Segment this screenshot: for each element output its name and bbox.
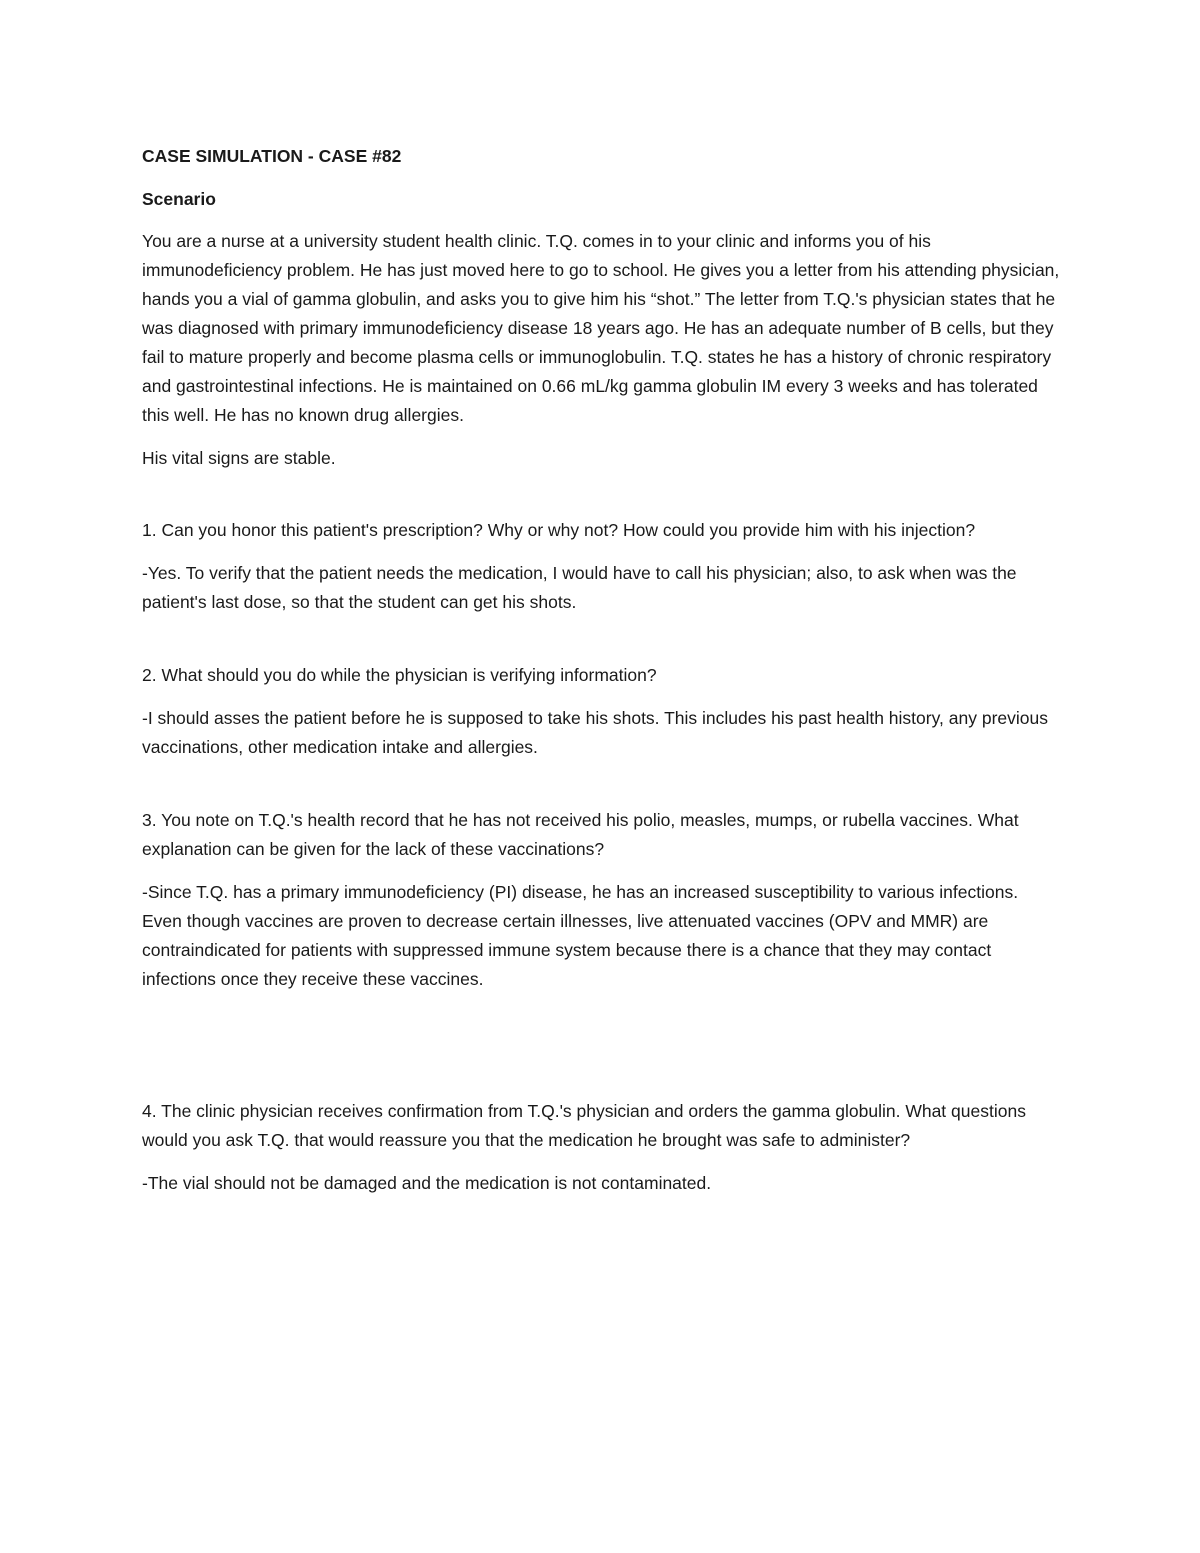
question-2: 2. What should you do while the physician is verifying information? <box>142 665 657 685</box>
vital-signs-text: His vital signs are stable. <box>142 448 336 468</box>
question-4: 4. The clinic physician receives confirmation from T.Q.'s physician and orders the gamma globulin. What questions would you ask T.Q. that would reassure you that the medication he brought was safe to administer? <box>142 1101 1026 1150</box>
document-title: CASE SIMULATION - CASE #82 <box>142 146 402 166</box>
spacer <box>142 473 1062 516</box>
scenario-heading: Scenario <box>142 189 216 209</box>
answer-3: -Since T.Q. has a primary immunodeficiency (PI) disease, he has an increased susceptibility to various infections. Even though vaccines are proven to decrease certain illnesses, live attenuated vaccines (OPV and MMR) are contraindicated for patients with suppressed immune system because there is a chance that they may contact infections once they receive these vaccines. <box>142 882 1019 989</box>
question-3: 3. You note on T.Q.'s health record that he has not received his polio, measles, mumps, or rubella vaccines. What explanation can be given for the lack of these vaccinations? <box>142 810 1019 859</box>
answer-1: -Yes. To verify that the patient needs the medication, I would have to call his physician; also, to ask when was the patient's last dose, so that the student can get his shots. <box>142 563 1017 612</box>
spacer <box>142 762 1062 806</box>
answer-4: -The vial should not be damaged and the medication is not contaminated. <box>142 1173 712 1193</box>
answer-2: -I should asses the patient before he is supposed to take his shots. This includes his past health history, any previous vaccinations, other medication intake and allergies. <box>142 708 1048 757</box>
spacer <box>142 617 1062 661</box>
question-1: 1. Can you honor this patient's prescription? Why or why not? How could you provide him with his injection? <box>142 520 976 540</box>
document-body <box>142 142 1062 1198</box>
spacer <box>142 994 1062 1097</box>
scenario-text: You are a nurse at a university student health clinic. T.Q. comes in to your clinic and informs you of his immunodeficiency problem. He has just moved here to go to school. He gives you a letter from his attending physician, hands you a vial of gamma globulin, and asks you to give him his “shot.” The letter from T.Q.'s physician states that he was diagnosed with primary immunodeficiency disease 18 years ago. He has an adequate number of B cells, but they fail to mature properly and become plasma cells or immunoglobulin. T.Q. states he has a history of chronic respiratory and gastrointestinal infections. He is maintained on 0.66 mL/kg gamma globulin IM every 3 weeks and has tolerated this well. He has no known drug allergies. <box>142 231 1060 425</box>
